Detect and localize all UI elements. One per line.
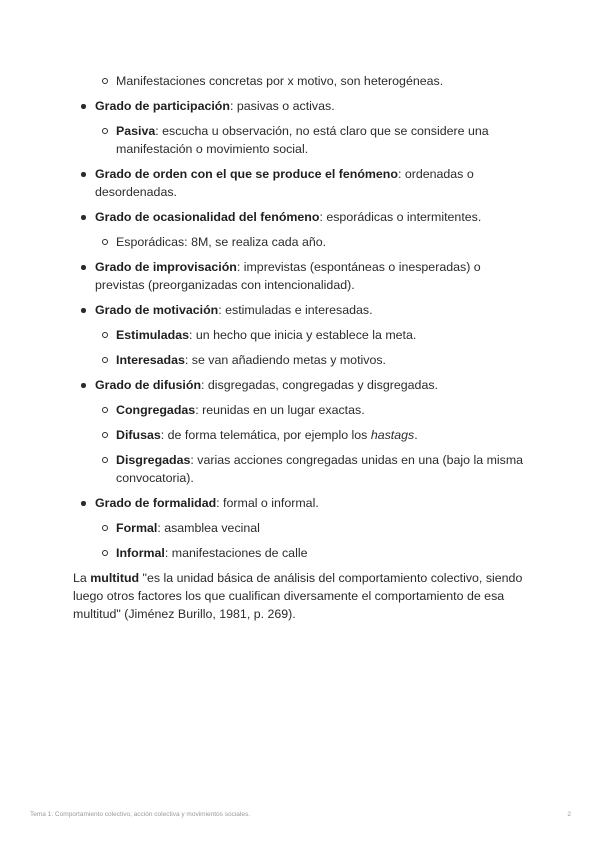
document-body xyxy=(73,72,533,623)
list-item-formalidad: Grado de formalidad: formal o informal. Formal: asamblea vecinal Informal: manifestaciones de calle xyxy=(73,494,533,562)
sublist xyxy=(95,233,533,251)
list-item: Informal: manifestaciones de calle xyxy=(95,544,533,562)
list-item: Formal: asamblea vecinal xyxy=(95,519,533,537)
list-item: Interesadas: se van añadiendo metas y motivos. xyxy=(95,351,533,369)
sublist xyxy=(95,401,533,487)
continued-sublist xyxy=(73,72,533,90)
main-bullet-list xyxy=(73,97,533,562)
list-item: Disgregadas: varias acciones congregadas unidas en una (bajo la misma convocatoria). xyxy=(95,451,533,487)
list-item: Congregadas: reunidas en un lugar exactas. xyxy=(95,401,533,419)
list-item-improvisacion: Grado de improvisación: imprevistas (espontáneas o inesperadas) o previstas (preorganizadas con intencionalidad). xyxy=(73,258,533,294)
footer-text: Tema 1: Comportamiento colectivo, acción colectiva y movimientos sociales. xyxy=(30,811,251,818)
list-item: Pasiva: escucha u observación, no está claro que se considere una manifestación o movimiento social. xyxy=(95,122,533,158)
list-item: Difusas: de forma telemática, por ejemplo los hastags. xyxy=(95,426,533,444)
multitud-paragraph: La multitud "es la unidad básica de análisis del comportamiento colectivo, siendo luego otros factores los que cualifican diversamente el comportamiento de esa multitud" (Jiménez Burillo, 1981, p. 269). xyxy=(73,571,523,621)
list-item-orden: Grado de orden con el que se produce el fenómeno: ordenadas o desordenadas. xyxy=(73,165,533,201)
sublist xyxy=(95,519,533,562)
list-item-participacion: Grado de participación: pasivas o activas. Pasiva: escucha u observación, no está claro que se considere una manifestación o movimiento social. xyxy=(73,97,533,158)
sublist xyxy=(95,326,533,369)
list-item: Estimuladas: un hecho que inicia y establece la meta. xyxy=(95,326,533,344)
list-item: Esporádicas: 8M, se realiza cada año. xyxy=(95,233,533,251)
page-number: 2 xyxy=(567,811,571,818)
list-item-motivacion: Grado de motivación: estimuladas e interesadas. Estimuladas: un hecho que inicia y establece la meta. Interesadas: se van añadiendo metas y motivos. xyxy=(73,301,533,369)
list-item-difusion: Grado de difusión: disgregadas, congregadas y disgregadas. Congregadas: reunidas en un lugar exactas. Difusas: de forma telemática, por ejemplo los hastags. Disgregadas: varias acciones congregadas unidas en una (bajo la misma convocatoria). xyxy=(73,376,533,487)
sublist xyxy=(95,122,533,158)
list-item-ocasionalidad: Grado de ocasionalidad del fenómeno: esporádicas o intermitentes. Esporádicas: 8M, se realiza cada año. xyxy=(73,208,533,251)
list-item: Manifestaciones concretas por x motivo, son heterogéneas. xyxy=(95,72,533,90)
